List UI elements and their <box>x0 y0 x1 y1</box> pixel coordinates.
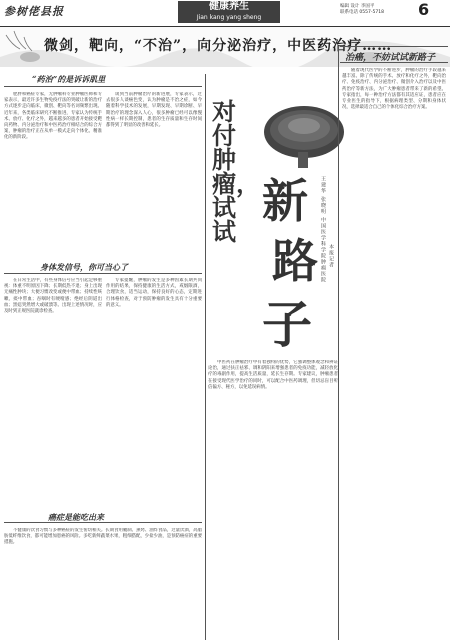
column-divider-right <box>338 46 339 640</box>
newspaper-logo: 参树佬县报 <box>4 5 64 18</box>
section2-text-col1: 在日常生活中，有些身体信号应当引起足够重视：体重不明原因下降；长期低热不退；身上出现无痛性肿块；大便习惯改变或便中带血；持续性咳嗽、痰中带血；吞咽时有哽噎感；绝经后阴道出血；黑痣突然增大或破溃等。出现上述情况时，应及时到正规医院就诊检查。 <box>4 278 102 315</box>
editor-line: 编辑 设计 李国平 <box>340 4 375 9</box>
feature-byline-2: 本报记者 <box>328 244 334 268</box>
sidebar-rule-top <box>340 46 448 47</box>
section-title: 健康养生 <box>209 1 249 12</box>
section3-rule <box>4 522 202 523</box>
section2-rule <box>4 273 202 274</box>
lingzhi-mushroom-image <box>258 100 348 170</box>
column-divider-left <box>205 74 206 640</box>
section-header-box <box>178 1 280 23</box>
editor-info <box>340 4 384 16</box>
feature-headline-1: 对付肿瘤，试试 <box>212 98 260 246</box>
sidebar-text: 随着现代医学的不断进步，肿瘤的治疗手段越来越丰富。除了传统的手术、放疗和化疗之外，靶向治疗、免疫治疗、内分泌治疗、微创介入治疗以及中医药治疗等新方法，为广大肿瘤患者带来了新的希望。专家指出，每一种治疗方法都有其适应证，患者应在专业医生的指导下，根据病理类型、分期和身体状况，选择最适合自己的个体化综合治疗方案。 <box>342 68 446 111</box>
section1-text-col1: 肥胖和癌症专家，无肿瘤科专业肿瘤医师和专家表示，最近许多生物免疫疗法的突破让新的治疗方式逐步走向临床，微创、靶向等名词频繁出现。近年来，各类临床研究不断推进，专家认为传统手术、放疗、化疗之外，越来越多的患者开始接受靶向药物、内分泌治疗和中医药治疗相结合的综合方案，肿瘤的治疗正在从单一模式走向个体化、精准化的新阶段。 <box>4 92 102 141</box>
phone-line: 联系电话 0557-5718 <box>340 10 384 15</box>
section2-title: 身体发信号，你可当心了 <box>40 262 128 272</box>
section3-title: 癌症是能吃出来 <box>48 512 104 522</box>
feature-byline: 王建华 张晓明 中国医学科学院肿瘤医院 <box>320 176 326 284</box>
masthead <box>0 0 450 27</box>
sidebar-rule-bottom <box>340 62 448 63</box>
sidebar-title: 治癌，不妨试试新路子 <box>345 53 436 63</box>
section-subtitle: Jian kang yang sheng <box>196 14 262 21</box>
page-number: 6 <box>418 0 430 19</box>
section2-text-col2: 专家提醒，肿瘤的发生是多种因素长期共同作用的结果，保持健康的生活方式，戒烟限酒，合理饮食，适当运动，保持良好的心态，定期进行体格检查，对于预防肿瘤的发生具有十分重要的意义。 <box>106 278 202 308</box>
section1-text-col2: 谈到当前肿瘤治疗的新进展，专家表示，过去很多人谈癌色变，认为肿瘤是不治之症，如今随着科学技术的发展，早期发现、早期诊断、早期治疗的理念深入人心，很多肿瘤已经可以像慢性病一样长期控制，患者的生存质量和生存时间都得到了明显的改善和延长。 <box>106 92 202 129</box>
feature-headline-2: 新 <box>262 174 308 228</box>
feature-text-bottom: 中医药在肿瘤治疗中有着独特的优势，它强调整体观念和辨证论治，通过扶正祛邪、调和阴阳来增强患者的免疫功能，减轻放化疗的毒副作用，提高生活质量，延长生存期。专家建议，肿瘤患者在接受现代医学治疗的同时，可以配合中医药调理，但切忌盲目听信偏方、秘方，以免延误病情。 <box>208 360 338 390</box>
banner-headline: 微剑，靶向，“不治”，向分泌治疗，中医药治疗…… <box>44 38 393 54</box>
section1-rule <box>4 86 202 87</box>
section1-title: “药治”的是诉诉肌里 <box>32 74 106 84</box>
section3-text: 不健康的饮食习惯与多种癌症的发生密切相关。长期食用腌制、熏烤、油炸食品，过量饮酒，高脂肪低纤维饮食，都可能增加患癌的风险。多吃新鲜蔬菜水果，粗细搭配，少盐少油，是预防癌症的重要措施。 <box>4 528 202 546</box>
feature-headline-4: 子 <box>262 296 312 354</box>
feature-headline-3: 路 <box>272 234 318 288</box>
